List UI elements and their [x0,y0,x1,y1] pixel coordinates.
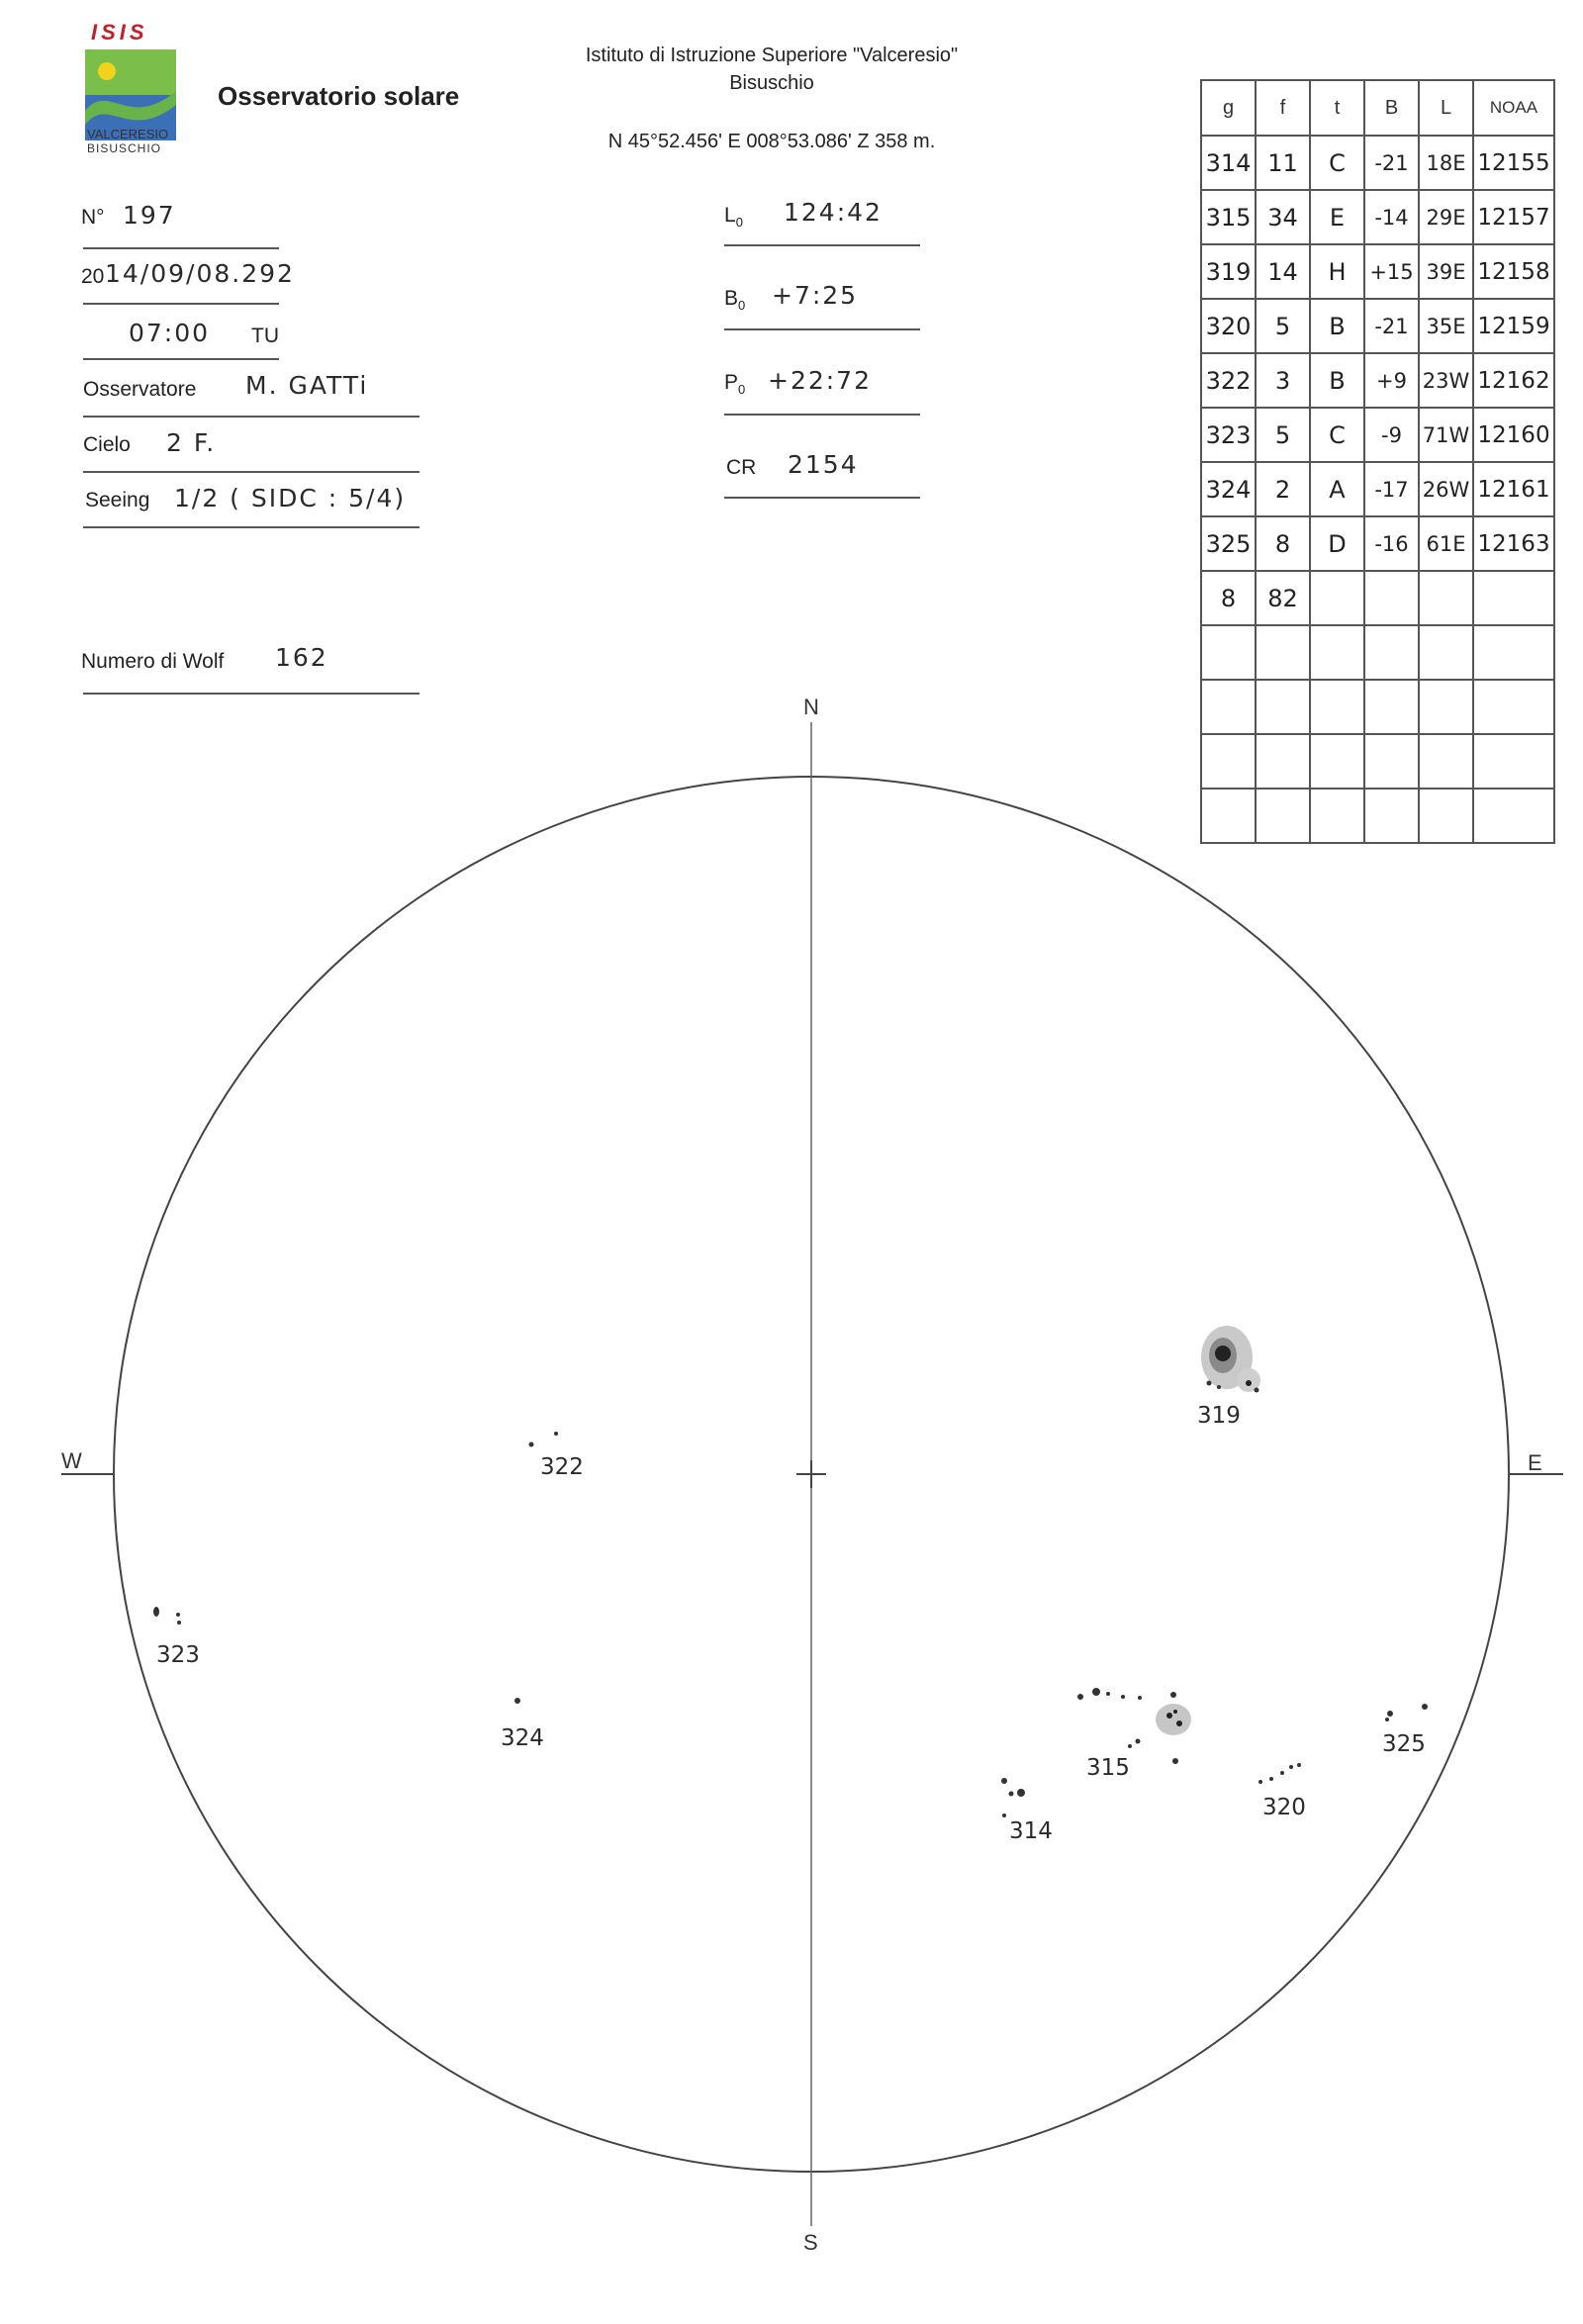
cell-f: 11 [1256,136,1310,190]
col-header-t: t [1310,80,1364,136]
date-value: 14/09/08.292 [105,259,295,288]
group-label-314: 314 [1009,1818,1053,1844]
cell-f: 14 [1256,244,1310,299]
cell-t: C [1310,136,1364,190]
group-label-324: 324 [501,1725,544,1751]
time-value: 07:00 [129,319,211,347]
l0-value: 124:42 [784,198,883,227]
cell-noaa: 12159 [1473,299,1554,353]
cell-f: 8 [1256,516,1310,571]
seeing-label: Seeing [85,489,150,511]
cell-l: 39E [1419,244,1473,299]
sky-value: 2 F. [166,428,217,457]
sunspot-group-315 [1077,1688,1191,1764]
cell-b: -21 [1364,136,1419,190]
institute-city: Bisuschio [729,72,814,94]
group-label-323: 323 [156,1642,200,1668]
p0-subscript: 0 [738,382,746,398]
logo-caption-2: BISUSCHIO [87,141,162,155]
date-prefix: 20 [81,265,105,288]
cell-l: 61E [1419,516,1473,571]
observer-value: M. GATTi [245,371,369,400]
cell-l: 35E [1419,299,1473,353]
cell-g: 314 [1201,136,1256,190]
cr-label: CR [726,456,757,479]
west-label: W [61,1448,82,1473]
cell-noaa: 12158 [1473,244,1554,299]
sunspot-group-322 [529,1432,559,1447]
site-coordinates: N 45°52.456' E 008°53.086' Z 358 m. [607,131,936,152]
cell-t: D [1310,516,1364,571]
sunspot-group-324 [514,1698,520,1704]
north-label: N [803,695,819,719]
p0-value: +22:72 [768,366,872,395]
sunspot-group-320 [1258,1763,1301,1784]
cell-b: -21 [1364,299,1419,353]
seeing-value: 1/2 ( SIDC : 5/4) [174,484,407,512]
b0-value: +7:25 [772,281,859,310]
number-value: 197 [123,201,176,230]
cell-noaa: 12157 [1473,190,1554,244]
cell-g: 320 [1201,299,1256,353]
sky-label: Cielo [83,433,131,456]
cell-b: +15 [1364,244,1419,299]
cell-b: -16 [1364,516,1419,571]
time-unit: TU [251,325,279,347]
cell-f: 5 [1256,408,1310,462]
institute-name: Istituto di Istruzione Superiore "Valceresio" [585,45,959,66]
observer-label: Osservatore [83,378,197,401]
l0-letter: L [724,204,736,227]
group-label-325: 325 [1382,1731,1426,1757]
group-label-322: 322 [540,1454,584,1480]
p0-letter: P [724,371,739,394]
cell-l: 29E [1419,190,1473,244]
cell-f: 2 [1256,462,1310,516]
cell-noaa: 12155 [1473,136,1554,190]
cell-noaa: 12163 [1473,516,1554,571]
cell-b: -17 [1364,462,1419,516]
cr-value: 2154 [788,450,859,479]
cell-b: +9 [1364,353,1419,408]
col-header-b: B [1364,80,1419,136]
sunspot-group-325 [1385,1704,1428,1721]
cell-l: 26W [1419,462,1473,516]
cell-g: 315 [1201,190,1256,244]
cell-f: 34 [1256,190,1310,244]
group-label-319: 319 [1197,1403,1241,1429]
cell-f: 5 [1256,299,1310,353]
cell-l: 23W [1419,353,1473,408]
col-header-noaa: NOAA [1473,80,1554,136]
number-label: N° [81,206,105,229]
wolf-value: 162 [275,643,328,672]
cell-noaa: 12160 [1473,408,1554,462]
cell-g: 323 [1201,408,1256,462]
group-label-315: 315 [1086,1755,1130,1781]
col-header-l: L [1419,80,1473,136]
sunspot-group-319 [1201,1326,1260,1393]
group-label-320: 320 [1262,1795,1306,1820]
wolf-label: Numero di Wolf [81,650,225,673]
east-label: E [1528,1450,1542,1475]
logo-caption-1: VALCERESIO [87,127,169,141]
cell-t: E [1310,190,1364,244]
cell-g: 322 [1201,353,1256,408]
l0-subscript: 0 [735,215,743,231]
cell-t: A [1310,462,1364,516]
cell-f: 82 [1256,571,1310,625]
cell-noaa: 12161 [1473,462,1554,516]
b0-subscript: 0 [738,298,746,314]
south-label: S [803,2230,818,2255]
cell-l: 18E [1419,136,1473,190]
col-header-g: g [1201,80,1256,136]
logo-wordmark: ISIS [91,20,148,45]
cell-g: 324 [1201,462,1256,516]
sunspot-group-314 [1001,1778,1025,1817]
b0-letter: B [724,287,739,310]
col-header-f: f [1256,80,1310,136]
cell-l: 71W [1419,408,1473,462]
cell-g: 325 [1201,516,1256,571]
cell-f: 3 [1256,353,1310,408]
cell-g: 8 [1201,571,1256,625]
cell-b: -14 [1364,190,1419,244]
cell-b: -9 [1364,408,1419,462]
cell-g: 319 [1201,244,1256,299]
cell-t: H [1310,244,1364,299]
cell-t: C [1310,408,1364,462]
sunspot-group-323 [153,1607,181,1625]
cell-noaa: 12162 [1473,353,1554,408]
observatory-title: Osservatorio solare [218,81,460,111]
cell-t: B [1310,353,1364,408]
cell-t: B [1310,299,1364,353]
